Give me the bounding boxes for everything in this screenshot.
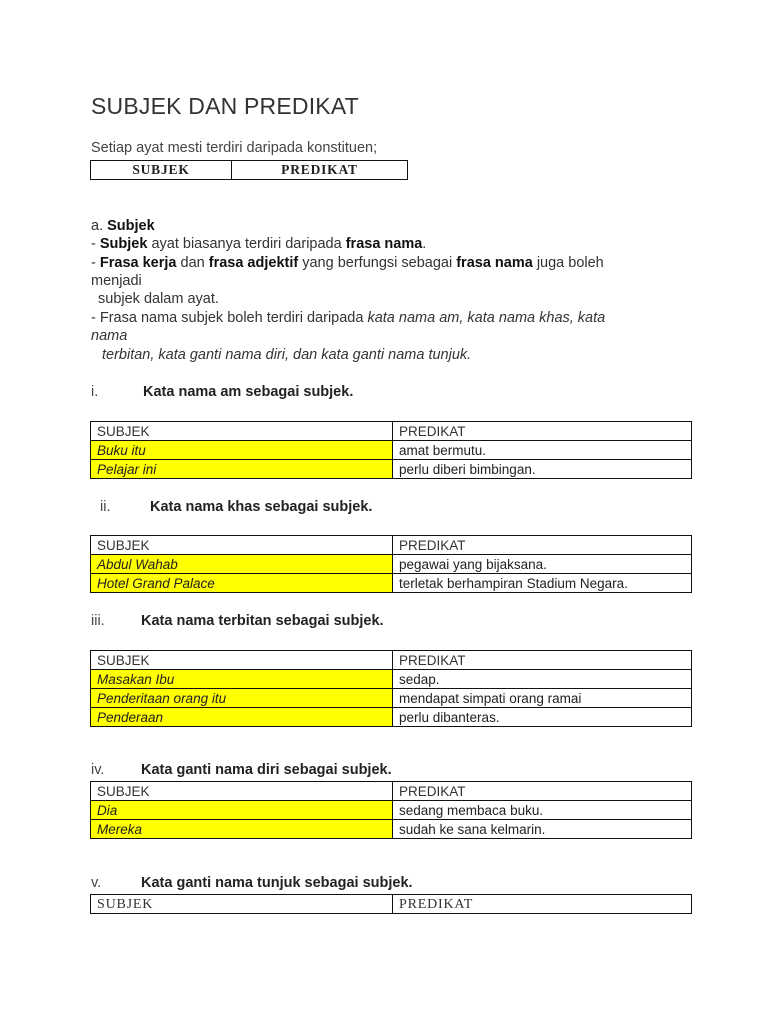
section-title: Kata ganti nama diri sebagai subjek. bbox=[141, 762, 392, 778]
subject-cell: Penderaan bbox=[91, 708, 393, 727]
subject-cell: Mereka bbox=[91, 820, 393, 839]
predicate-cell: amat bermutu. bbox=[393, 441, 692, 460]
text: dan bbox=[180, 255, 205, 271]
table-row bbox=[91, 441, 692, 460]
subject-cell: Masakan Ibu bbox=[91, 670, 393, 689]
subject-cell: Abdul Wahab bbox=[91, 555, 393, 574]
column-header: SUBJEK bbox=[91, 651, 393, 670]
column-header: PREDIKAT bbox=[393, 782, 692, 801]
bold-term: Subjek bbox=[99, 236, 148, 252]
subject-cell: Dia bbox=[91, 801, 393, 820]
predikat-header: PREDIKAT bbox=[232, 161, 408, 180]
table-row bbox=[91, 574, 692, 593]
text: yang berfungsi sebagai bbox=[302, 255, 453, 271]
italic-text: kata nama am, kata nama khas, kata bbox=[367, 310, 606, 326]
bold-term: frasa adjektif bbox=[208, 255, 299, 271]
example-table bbox=[90, 421, 692, 479]
section-number: iv. bbox=[91, 762, 105, 778]
section-number: i. bbox=[91, 384, 99, 400]
table-row bbox=[91, 801, 692, 820]
table-row bbox=[91, 460, 692, 479]
table-row bbox=[91, 670, 692, 689]
section-a-line6 bbox=[91, 327, 127, 345]
predicate-cell: sudah ke sana kelmarin. bbox=[393, 820, 692, 839]
section-a-line5 bbox=[91, 309, 605, 327]
section-title: Kata nama am sebagai subjek. bbox=[143, 384, 354, 400]
section-a-heading bbox=[91, 217, 155, 235]
dash: - bbox=[91, 255, 96, 271]
section-a-line2 bbox=[91, 254, 604, 272]
predicate-cell: mendapat simpati orang ramai bbox=[393, 689, 692, 708]
predicate-cell: pegawai yang bijaksana. bbox=[393, 555, 692, 574]
example-table bbox=[90, 781, 692, 839]
predicate-cell: sedang membaca buku. bbox=[393, 801, 692, 820]
column-header: PREDIKAT bbox=[393, 895, 692, 914]
example-table bbox=[90, 894, 692, 914]
predicate-cell: perlu dibanteras. bbox=[393, 708, 692, 727]
table-row bbox=[91, 689, 692, 708]
column-header: SUBJEK bbox=[91, 895, 393, 914]
subjek-header: SUBJEK bbox=[91, 161, 232, 180]
section-a-line1 bbox=[91, 235, 426, 253]
constituent-table bbox=[90, 160, 408, 180]
page-title: SUBJEK DAN PREDIKAT bbox=[91, 93, 359, 119]
text: - Frasa nama subjek boleh terdiri daripada bbox=[91, 310, 364, 326]
section-a-label: a. bbox=[91, 218, 104, 234]
predicate-cell: perlu diberi bimbingan. bbox=[393, 460, 692, 479]
subject-cell: Hotel Grand Palace bbox=[91, 574, 393, 593]
table-row bbox=[91, 708, 692, 727]
bold-term: Frasa kerja bbox=[99, 255, 177, 271]
example-table bbox=[90, 650, 692, 727]
section-title: Kata nama terbitan sebagai subjek. bbox=[141, 613, 384, 629]
section-number: ii. bbox=[100, 499, 111, 515]
column-header: SUBJEK bbox=[91, 782, 393, 801]
subject-cell: Pelajar ini bbox=[91, 460, 393, 479]
italic-text: nama bbox=[91, 328, 128, 344]
section-number: v. bbox=[91, 875, 102, 891]
section-number: iii. bbox=[91, 613, 105, 629]
column-header: PREDIKAT bbox=[393, 536, 692, 555]
table-row bbox=[91, 820, 692, 839]
section-title: Kata ganti nama tunjuk sebagai subjek. bbox=[141, 875, 413, 891]
column-header: PREDIKAT bbox=[393, 651, 692, 670]
subject-cell: Penderitaan orang itu bbox=[91, 689, 393, 708]
dash: - bbox=[91, 236, 96, 252]
section-a-line4: subjek dalam ayat. bbox=[98, 291, 219, 307]
intro-text: Setiap ayat mesti terdiri daripada konstituen; bbox=[91, 140, 378, 156]
text: ayat biasanya terdiri daripada bbox=[151, 236, 342, 252]
section-title: Kata nama khas sebagai subjek. bbox=[150, 499, 373, 515]
subject-cell: Buku itu bbox=[91, 441, 393, 460]
column-header: SUBJEK bbox=[91, 422, 393, 441]
section-a-line3: menjadi bbox=[91, 273, 142, 289]
italic-text: terbitan, kata ganti nama diri, dan kata ganti nama tunjuk. bbox=[102, 347, 472, 363]
example-table bbox=[90, 535, 692, 593]
text: juga boleh bbox=[536, 255, 604, 271]
column-header: PREDIKAT bbox=[393, 422, 692, 441]
predicate-cell: sedap. bbox=[393, 670, 692, 689]
table-row bbox=[91, 555, 692, 574]
section-a-line7 bbox=[102, 346, 471, 364]
bold-term: frasa nama bbox=[456, 255, 533, 271]
section-a-title: Subjek bbox=[107, 218, 155, 234]
column-header: SUBJEK bbox=[91, 536, 393, 555]
text: . bbox=[422, 236, 427, 252]
predicate-cell: terletak berhampiran Stadium Negara. bbox=[393, 574, 692, 593]
bold-term: frasa nama bbox=[345, 236, 423, 252]
